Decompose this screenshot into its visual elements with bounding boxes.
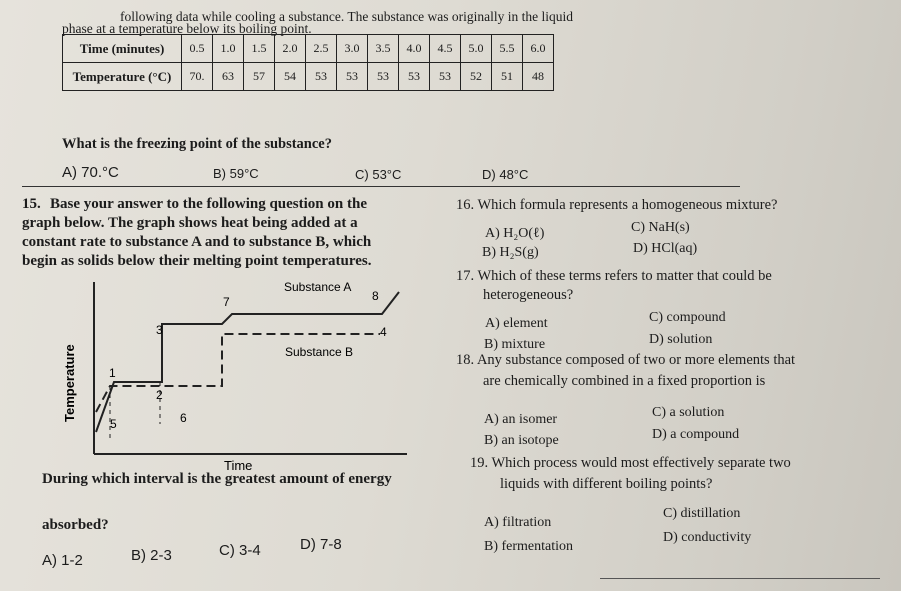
q17-line-1: 17. Which of these terms refers to matter that could be (456, 268, 772, 284)
q17-option-a[interactable]: A) element (485, 316, 548, 331)
q19-option-c[interactable]: C) distillation (663, 506, 741, 521)
temp-cell: 57 (244, 63, 275, 91)
temp-cell: 53 (399, 63, 430, 91)
temp-cell: 63 (213, 63, 244, 91)
point-label-5: 5 (110, 417, 117, 431)
q18-option-a[interactable]: A) an isomer (484, 412, 558, 427)
q17-option-d[interactable]: D) solution (649, 332, 713, 347)
point-label-8: 8 (372, 289, 379, 303)
q18-option-d[interactable]: D) a compound (652, 427, 740, 442)
q16-option-d[interactable]: D) HCl(aq) (633, 241, 698, 256)
q15-question-line-2: absorbed? (42, 517, 109, 533)
time-row (63, 35, 554, 63)
time-cell: 3.0 (337, 35, 368, 63)
q18-line-1: 18. Any substance composed of two or more elements that (456, 352, 796, 368)
point-label-2: 2 (156, 388, 163, 402)
q17-option-b[interactable]: B) mixture (484, 337, 546, 352)
q18-line-2: are chemically combined in a fixed proportion is (483, 373, 766, 389)
x-axis-label: Time (224, 458, 253, 473)
temp-cell: 53 (337, 63, 368, 91)
q15-option-b[interactable]: B) 2-3 (131, 547, 172, 564)
temp-cell: 53 (368, 63, 399, 91)
q17-option-c[interactable]: C) compound (649, 310, 726, 325)
q15-line-4: begin as solids below their melting point temperatures. (22, 253, 372, 269)
time-cell: 5.0 (461, 35, 492, 63)
time-cell: 1.0 (213, 35, 244, 63)
freezing-option-a[interactable]: A) 70.°C (62, 164, 119, 181)
q17-line-2: heterogeneous? (483, 287, 574, 303)
time-cell: 2.0 (275, 35, 306, 63)
q15-option-a[interactable]: A) 1-2 (42, 552, 83, 569)
q15-option-c[interactable]: C) 3-4 (219, 542, 261, 559)
q15-line-3: constant rate to substance A and to substance B, which (22, 234, 372, 250)
q18-option-b[interactable]: B) an isotope (484, 433, 559, 448)
substance-a-label: Substance A (284, 280, 352, 294)
bottom-rule (600, 578, 880, 579)
temperature-row (63, 63, 554, 91)
heating-curve-graph (52, 274, 424, 474)
freezing-option-b[interactable]: B) 59°C (213, 166, 259, 181)
q16-question: 16. Which formula represents a homogeneous mixture? (456, 197, 778, 213)
substance-b-label: Substance B (285, 345, 354, 359)
q16-option-c[interactable]: C) NaH(s) (631, 220, 690, 235)
q19-option-d[interactable]: D) conductivity (663, 530, 752, 545)
temperature-row-label: Temperature (°C) (63, 63, 182, 91)
q15-line-1: Base your answer to the following question on the (50, 196, 367, 212)
freezing-option-c[interactable]: C) 53°C (355, 167, 402, 182)
q19-option-b[interactable]: B) fermentation (484, 539, 574, 554)
q19-option-a[interactable]: A) filtration (484, 515, 552, 530)
point-label-4: 4 (380, 325, 387, 339)
q15-line-2: graph below. The graph shows heat being added at a (22, 215, 358, 231)
point-label-6: 6 (180, 411, 187, 425)
temp-cell: 53 (306, 63, 337, 91)
y-axis-label: Temperature (62, 344, 77, 422)
q15-number: 15. (22, 196, 41, 212)
time-cell: 6.0 (523, 35, 554, 63)
q19-line-1: 19. Which process would most effectively separate two (470, 455, 791, 471)
q19-line-2: liquids with different boiling points? (500, 476, 713, 492)
q18-option-c[interactable]: C) a solution (652, 405, 725, 420)
time-cell: 2.5 (306, 35, 337, 63)
time-row-label: Time (minutes) (63, 35, 182, 63)
intro-line-2: phase at a temperature below its boiling point. (62, 21, 312, 36)
q15-option-d[interactable]: D) 7-8 (300, 536, 342, 553)
time-cell: 4.0 (399, 35, 430, 63)
time-cell: 4.5 (430, 35, 461, 63)
time-cell: 3.5 (368, 35, 399, 63)
time-cell: 1.5 (244, 35, 275, 63)
intro-line-1: following data while cooling a substance. The substance was originally in the liquid (120, 9, 574, 24)
cooling-data-table (62, 34, 554, 91)
q16-option-a[interactable]: A) H₂O(ℓ) (485, 226, 545, 241)
point-label-1: 1 (109, 366, 116, 380)
temp-cell: 48 (523, 63, 554, 91)
freezing-option-d[interactable]: D) 48°C (482, 167, 529, 182)
temp-cell: 53 (430, 63, 461, 91)
temp-cell: 51 (492, 63, 523, 91)
temp-cell: 54 (275, 63, 306, 91)
time-cell: 5.5 (492, 35, 523, 63)
temp-cell: 70. (182, 63, 213, 91)
q15-question-line-1: During which interval is the greatest amount of energy (42, 471, 392, 487)
temp-cell: 52 (461, 63, 492, 91)
section-divider (22, 186, 740, 187)
q16-option-b[interactable]: B) H₂S(g) (482, 245, 539, 260)
point-label-3: 3 (156, 323, 163, 337)
freezing-point-question: What is the freezing point of the substance? (62, 136, 332, 152)
time-cell: 0.5 (182, 35, 213, 63)
point-label-7: 7 (223, 295, 230, 309)
